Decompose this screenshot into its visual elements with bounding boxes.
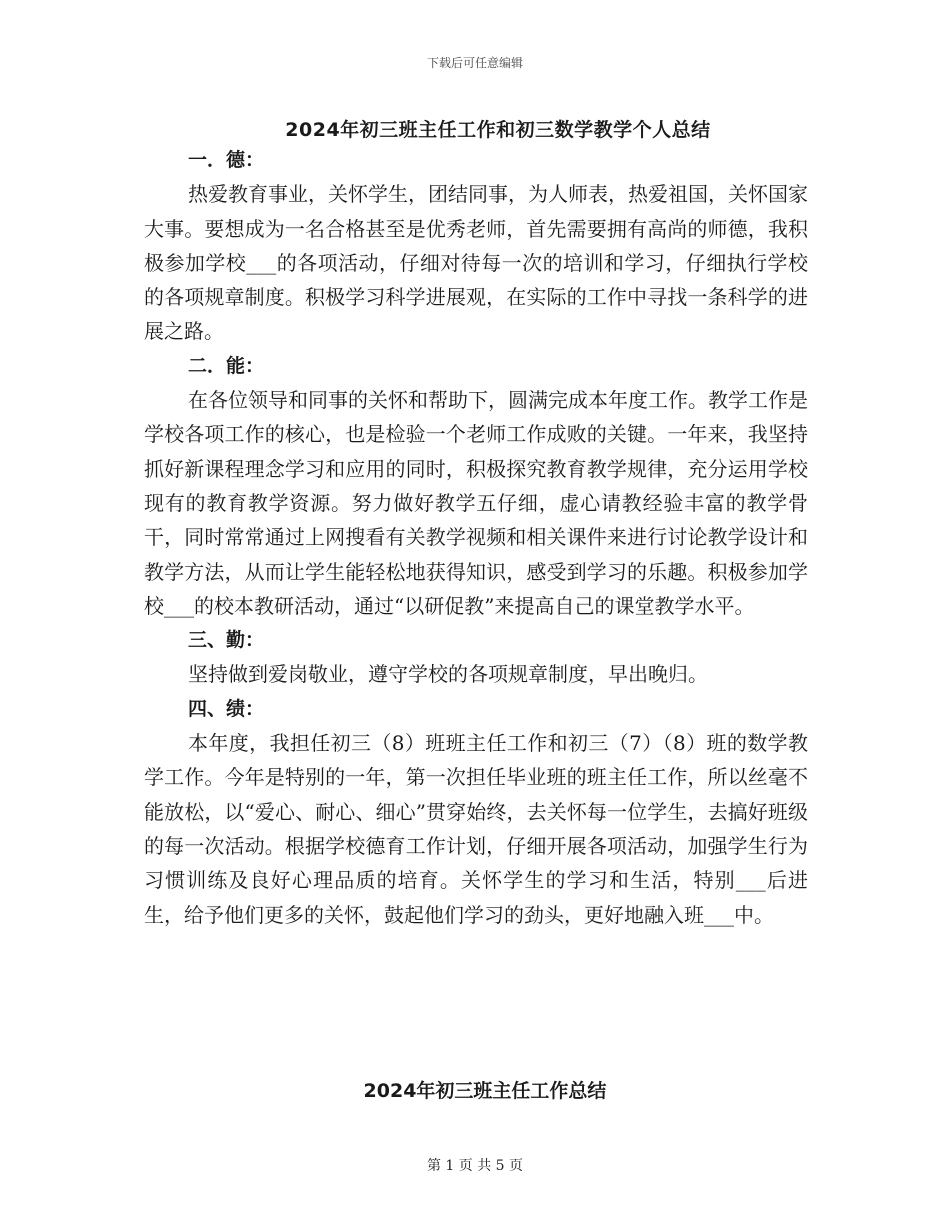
- document-title: 2024年初三班主任工作和初三数学教学个人总结: [285, 119, 711, 141]
- section-ji: [144, 692, 808, 932]
- section-paragraph: 坚持做到爱岗敬业，遵守学校的各项规章制度，早出晚归。: [188, 662, 708, 687]
- section-heading: 四、绩：: [188, 697, 265, 720]
- section-neng: [144, 349, 808, 623]
- section-de: [144, 143, 808, 349]
- section-paragraph: 热爱教育事业，关怀学生，团结同事，为人师表，热爱祖国，关怀国家大事。要想成为一名合格甚至是优秀老师，首先需要拥有高尚的师德，我积极参加学校___的各项活动，仔细对待每一次的培训和学习，仔细执行学校的各项规章制度。积极学习科学进展观，在实际的工作中寻找一条科学的进展之路。: [144, 182, 808, 344]
- section-heading: 一．德：: [188, 149, 265, 171]
- section-heading: 二．能：: [188, 354, 265, 377]
- document-subtitle: 2024年初三班主任工作总结: [363, 1080, 607, 1102]
- section-paragraph: 本年度，我担任初三（8）班班主任工作和初三（7）（8）班的数学教学工作。今年是特别的一年，第一次担任毕业班的班主任工作，所以丝毫不能放松，以“爱心、耐心、细心”贯穿始终，去关怀每一位学生，去搞好班级的每一次活动。根据学校德育工作计划，仔细开展各项活动，加强学生行为习惯训练及良好心理品质的培育。关怀学生的学习和生活，特别___后进生，给予他们更多的关怀，鼓起他们学习的劲头，更好地融入班___中。: [144, 731, 808, 927]
- page-header-note: 下载后可任意编辑: [426, 56, 523, 70]
- section-paragraph: 在各位领导和同事的关怀和帮助下，圆满完成本年度工作。教学工作是学校各项工作的核心，也是检验一个老师工作成败的关键。一年来，我坚持抓好新课程理念学习和应用的同时，积极探究教育教学规律，充分运用学校现有的教育教学资源。努力做好教学五仔细，虚心请教经验丰富的教学骨干，同时常常通过上网搜看有关教学视频和相关课件来进行讨论教学设计和教学方法，从而让学生能轻松地获得知识，感受到学习的乐趣。积极参加学校___的校本教研活动，通过“以研促教”来提高自己的课堂教学水平。: [144, 388, 808, 618]
- document-body: [144, 143, 808, 932]
- section-heading: 三、勤：: [188, 629, 265, 652]
- page-number-footer: 第 1 页 共 5 页: [426, 1158, 524, 1174]
- section-qin: [144, 623, 808, 692]
